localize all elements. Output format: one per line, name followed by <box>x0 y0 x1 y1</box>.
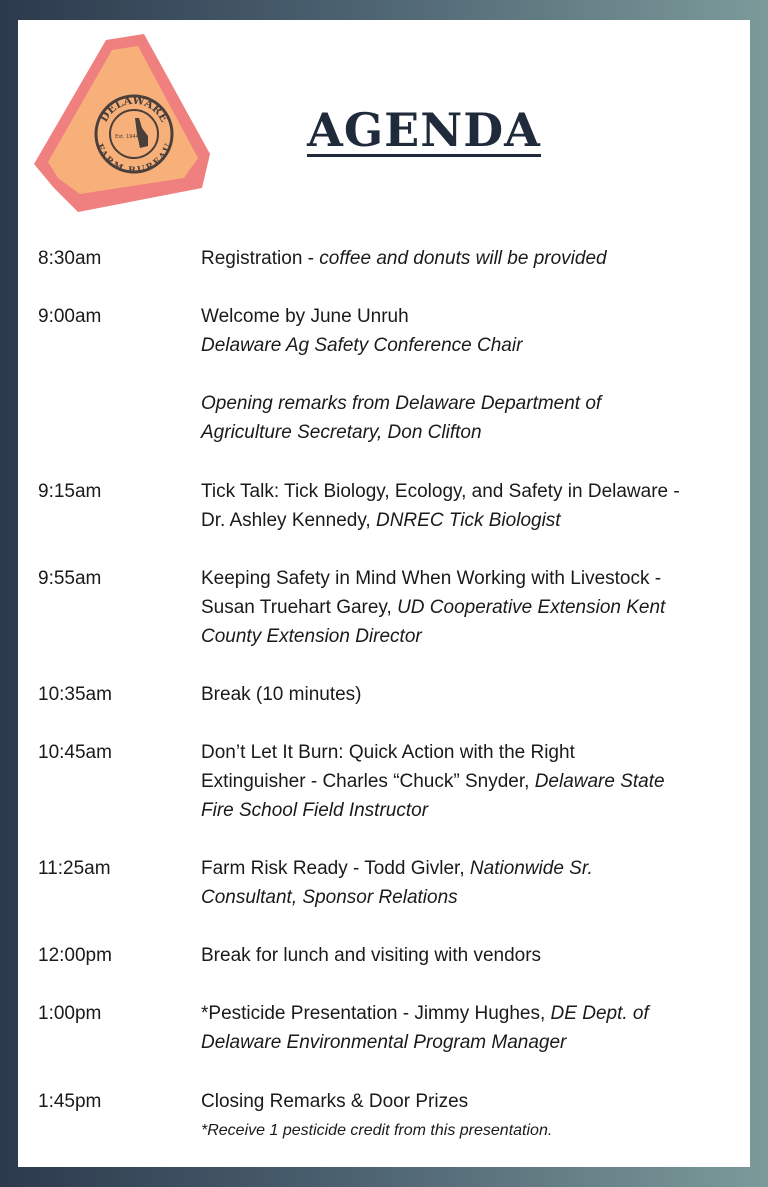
agenda-line-text: *Pesticide Presentation - Jimmy Hughes, <box>201 1003 551 1024</box>
agenda-line-italic: UD Cooperative Extension Kent <box>397 597 666 618</box>
agenda-time: 9:55am <box>38 568 102 589</box>
agenda-time: 11:25am <box>38 858 111 879</box>
agenda-line-italic: Opening remarks from Delaware Department of <box>201 393 602 414</box>
agenda-line-italic: DE Dept. of <box>550 1003 649 1024</box>
agenda-line-text: Keeping Safety in Mind When Working with Livestock - <box>201 568 662 589</box>
agenda-line-text: Break for lunch and visiting with vendors <box>201 945 542 966</box>
agenda-line <box>201 418 746 447</box>
agenda-time: 10:45am <box>38 742 112 763</box>
agenda-description <box>201 1087 746 1145</box>
page-title: AGENDA <box>307 103 541 157</box>
agenda-line-text: Susan Truehart Garey, <box>201 597 398 618</box>
agenda-description <box>201 941 746 970</box>
pesticide-credit-note: *Receive 1 pesticide credit from this presentation. <box>201 1122 553 1139</box>
agenda-line-italic: County Extension Director <box>201 626 422 647</box>
agenda-line <box>201 506 746 535</box>
agenda-description <box>201 477 746 535</box>
agenda-line <box>201 389 746 418</box>
agenda-description <box>201 680 746 709</box>
agenda-line-italic: Fire School Field Instructor <box>201 800 429 821</box>
agenda-time: 8:30am <box>38 248 102 269</box>
agenda-line <box>201 622 746 651</box>
agenda-line <box>201 593 746 622</box>
agenda-time: 9:00am <box>38 306 102 327</box>
agenda-line <box>201 1028 746 1057</box>
agenda-line <box>201 244 746 273</box>
agenda-line-text: Registration - <box>201 248 320 269</box>
logo-text-top: DELAWARE <box>97 93 171 125</box>
agenda-line <box>201 999 746 1028</box>
agenda-description <box>201 244 746 273</box>
agenda-time: 1:45pm <box>38 1091 102 1112</box>
agenda-time: 1:00pm <box>38 1003 102 1024</box>
agenda-line <box>201 564 746 593</box>
agenda-line-text: Tick Talk: Tick Biology, Ecology, and Safety in Delaware - <box>201 481 680 502</box>
agenda-line <box>201 302 746 331</box>
agenda-description <box>201 854 746 912</box>
agenda-line-italic: Consultant, Sponsor Relations <box>201 887 458 908</box>
agenda-line <box>201 360 746 389</box>
agenda-line <box>201 941 746 970</box>
agenda-line-italic: Delaware State <box>534 771 665 792</box>
page-title-wrap <box>18 103 750 157</box>
logo-text-bottom: FARM BUREAU <box>93 142 175 177</box>
agenda-line <box>201 680 746 709</box>
agenda-line <box>201 1087 746 1116</box>
agenda-line-text: Farm Risk Ready - Todd Givler, <box>201 858 470 879</box>
agenda-line <box>201 883 746 912</box>
agenda-line <box>201 854 746 883</box>
agenda-line-text: Break (10 minutes) <box>201 684 362 705</box>
agenda-line-text: Don’t Let It Burn: Quick Action with the Right <box>201 742 575 763</box>
agenda-line-text: Extinguisher - Charles “Chuck” Snyder, <box>201 771 535 792</box>
agenda-line-italic: coffee and donuts will be provided <box>319 248 607 269</box>
agenda-line-text: Welcome by June Unruh <box>201 306 409 327</box>
agenda-description <box>201 738 746 825</box>
agenda-line-italic: Delaware Environmental Program Manager <box>201 1032 567 1053</box>
agenda-time: 9:15am <box>38 481 102 502</box>
agenda-line-italic: Nationwide Sr. <box>469 858 593 879</box>
agenda-description <box>201 564 746 651</box>
agenda-line-text: Dr. Ashley Kennedy, <box>201 510 376 531</box>
agenda-line <box>201 796 746 825</box>
agenda-time: 12:00pm <box>38 945 112 966</box>
agenda-line <box>201 331 746 360</box>
agenda-description <box>201 302 746 447</box>
agenda-time: 10:35am <box>38 684 112 705</box>
logo-established: Est. 1944 <box>115 134 139 140</box>
agenda-line <box>201 477 746 506</box>
agenda-description <box>201 999 746 1057</box>
agenda-card <box>18 20 750 1167</box>
agenda-line <box>201 767 746 796</box>
agenda-line-italic: Agriculture Secretary, Don Clifton <box>201 422 482 443</box>
agenda-line-italic: Delaware Ag Safety Conference Chair <box>201 335 523 356</box>
agenda-line <box>201 738 746 767</box>
agenda-line-text: Closing Remarks & Door Prizes <box>201 1091 469 1112</box>
agenda-line-italic: DNREC Tick Biologist <box>375 510 561 531</box>
